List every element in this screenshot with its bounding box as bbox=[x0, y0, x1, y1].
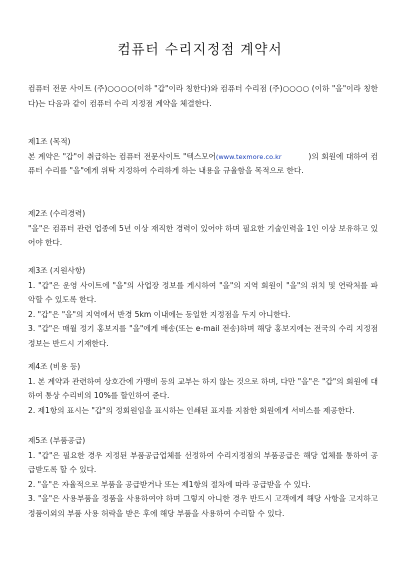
article-4-paragraph-1: 1. 본 계약과 관련하여 상호간에 가맹비 등의 교부는 하지 않는 것으로 하며, 다만 "을"은 "갑"의 회원에 대하여 통상 수리비의 10%를 할인하여 준다. bbox=[28, 376, 378, 400]
article-5-paragraph-1: 1. "갑"은 필요한 경우 지정된 부품공급업체를 선정하여 수리지정점의 부품공급은 해당 업체를 통하여 공급받도록 할 수 있다. bbox=[28, 450, 378, 474]
document-title: 컴퓨터 수리지정점 계약서 bbox=[117, 42, 283, 58]
article-3-paragraph-3: 3. "갑"은 매월 정기 홍보지를 "을"에게 배송(또는 e-mail 전송)하며 해당 홍보지에는 전국의 수리 지정점 정보는 반드시 기재한다. bbox=[28, 324, 378, 348]
article-1-text-end: )의 회원에 대하여 컴퓨터 수리를 "을"에게 위탁 지정하여 수리하게 하는 내용을 규율함을 목적으로 한다. bbox=[28, 151, 379, 175]
article-3-paragraph-2: 2. "갑"은 "을"의 지역에서 반경 5km 이내에는 동일한 지정점을 두지 아니한다. bbox=[28, 309, 291, 319]
site-url-link[interactable]: (www.texmore.co.kr bbox=[215, 152, 282, 161]
article-1-title: 제1조 (목적) bbox=[28, 137, 71, 146]
article-3-paragraph-1: 1. "갑"은 운영 사이트에 "을"의 사업장 정보를 게시하여 "을"의 지역 회원이 "을"의 위치 및 연락처를 파악할 수 있도록 한다. bbox=[28, 280, 378, 304]
article-2-paragraph-1: "을"은 컴퓨터 관련 업종에 5년 이상 재직한 경력이 있어야 하며 필요한 기술인력을 1인 이상 보유하고 있어야 한다. bbox=[28, 223, 378, 247]
article-5-title: 제5조 (부품공급) bbox=[28, 436, 86, 445]
article-2 bbox=[28, 207, 378, 251]
article-1 bbox=[28, 135, 378, 179]
article-1-text-start: 본 계약은 "갑"이 취급하는 컴퓨터 전문사이트 "텍스모어 bbox=[28, 151, 216, 161]
article-5-paragraph-2: 2. "을"은 자율적으로 부품을 공급받거나 또는 제1항의 절차에 따라 공급받을 수 있다. bbox=[28, 479, 311, 489]
intro-paragraph: 컴퓨터 전문 사이트 (주)○○○○(이하 "갑"이라 칭한다)와 컴퓨터 수리점 (주)○○○○ (이하 "을"이라 칭한다)는 다음과 같이 컴퓨터 수리 지정점 계약을 체결한다. bbox=[28, 84, 378, 108]
article-1-text bbox=[28, 150, 378, 179]
article-3 bbox=[28, 264, 378, 351]
article-4 bbox=[28, 360, 378, 418]
article-4-title: 제4조 (비용 등) bbox=[28, 362, 81, 371]
article-3-title: 제3조 (지원사항) bbox=[28, 266, 86, 275]
article-4-paragraph-2: 2. 제1항의 표시는 "갑"의 정회원임을 표시하는 인쇄된 표지를 지참한 회원에게 서비스를 제공한다. bbox=[28, 405, 355, 415]
article-5-paragraph-3: 3. "을"은 사용부품을 정품을 사용하여야 하며 그렇지 아니한 경우 반드시 고객에게 해당 사항을 고지하고 정품이외의 부품 사용 허락을 받은 후에 해당 부품을 사용하여 수리할 수 있다. bbox=[28, 494, 378, 518]
article-2-title: 제2조 (수리경력) bbox=[28, 209, 86, 218]
article-5 bbox=[28, 434, 378, 521]
